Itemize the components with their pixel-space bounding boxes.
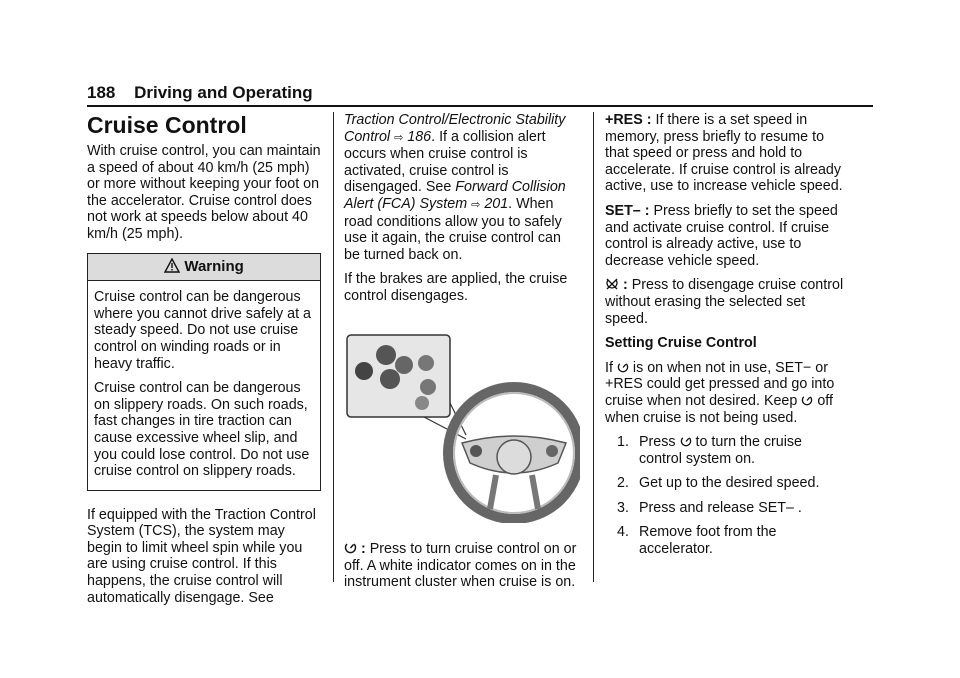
header-rule	[87, 105, 873, 107]
warning-paragraph-1: Cruise control can be dangerous where you cannot drive safely at a steady speed. Do not use cruise control on winding roads or in heavy traffic.	[94, 289, 311, 372]
cruise-cancel-icon	[605, 277, 619, 291]
set-text: Press briefly to set the speed and activate cruise control. If cruise control is already active, use to decrease vehicle speed.	[605, 202, 838, 269]
cruise-onoff-icon	[680, 435, 692, 448]
list-item	[605, 434, 845, 467]
page-ref-arrow-icon: ⇨	[471, 198, 481, 211]
warning-triangle-icon	[164, 258, 180, 273]
setting-text-b: is on when not in use, SET− or +RES could get pressed and go into cruise when not desired. Keep	[605, 359, 835, 409]
step-body: Get up to the desired speed.	[639, 475, 820, 492]
step-number: 1.	[617, 434, 629, 451]
step-pre: Press	[639, 434, 676, 451]
set-paragraph	[605, 203, 845, 269]
reference-link-fca[interactable]: Forward Collision Alert (FCA) System	[344, 179, 566, 212]
column-divider-2	[593, 112, 594, 582]
reference-link-tcs[interactable]: Traction Control/Electronic Stability Control	[344, 112, 566, 145]
road-conditions-text: . When road conditions allow you to safely use it again, the cruise control can be turned back on.	[344, 195, 562, 263]
cruise-onoff-icon	[801, 394, 813, 407]
warning-paragraph-2: Cruise control can be dangerous on slippery roads. On such roads, fast changes in tire traction can cause excessive wheel slip, and you could lose control. Do not use cruise control on slippery roads.	[94, 380, 310, 480]
cancel-paragraph	[605, 277, 845, 327]
cancel-label: :	[622, 277, 628, 294]
res-label: +RES :	[605, 112, 652, 128]
setting-text-c: off when cruise is not being used.	[605, 392, 833, 426]
set-label: SET– :	[605, 202, 650, 219]
onoff-text: Press to turn cruise control on or off. A white indicator comes on in the instrument cluster when cruise is on.	[344, 541, 577, 591]
cruise-onoff-icon	[344, 541, 357, 555]
cancel-text: Press to disengage cruise control without erasing the selected set speed.	[605, 277, 844, 327]
step-number: 4.	[617, 524, 629, 541]
column-2	[344, 112, 580, 599]
step-body: Remove foot from the accelerator.	[639, 524, 777, 558]
list-item	[605, 500, 845, 517]
page-number: 188	[87, 83, 116, 102]
setting-paragraph	[605, 360, 845, 426]
setting-steps-list	[605, 434, 845, 558]
collision-text: . If a collision alert occurs when cruise control is activated, cruise control is disengaged. See	[344, 128, 546, 196]
warning-box	[87, 253, 321, 491]
column-divider-1	[333, 112, 334, 582]
column-1	[87, 112, 323, 614]
page-title: Cruise Control	[87, 112, 247, 138]
warning-header	[88, 254, 320, 282]
step-body: Press and release SET– .	[639, 499, 802, 516]
warning-body	[88, 281, 320, 490]
step-number: 2.	[617, 475, 629, 492]
reference-page-tcs[interactable]: 186	[407, 128, 432, 145]
setting-text-a: If	[605, 359, 613, 376]
page-ref-arrow-icon: ⇨	[394, 131, 404, 144]
list-item	[605, 475, 845, 492]
step-body: to turn the cruise control system on.	[639, 434, 803, 467]
step-text	[639, 434, 845, 467]
tcs-paragraph: If equipped with the Traction Control System (TCS), the system may begin to limit wheel spin while you are using cruise control. If this happens, the cruise control will automatically disengage. See	[87, 506, 316, 606]
intro-paragraph: With cruise control, you can maintain a speed of about 40 km/h (25 mph) or more without keeping your foot on the accelerator. Cruise control does not work at speeds below about 40 km/h (25 mph).	[87, 143, 321, 242]
brakes-paragraph: If the brakes are applied, the cruise control disengages.	[344, 271, 568, 304]
references-paragraph	[344, 112, 580, 263]
step-number: 3.	[617, 499, 629, 516]
onoff-label: :	[360, 541, 366, 558]
reference-page-fca[interactable]: 201	[484, 195, 509, 212]
res-text: If there is a set speed in memory, press briefly to resume to that speed or press and hold to accelerate. If cruise control is already active, use to increase vehicle speed.	[605, 112, 843, 195]
onoff-paragraph	[344, 541, 580, 591]
page-header	[87, 83, 313, 103]
cruise-onoff-icon	[617, 361, 629, 374]
warning-title: Warning	[184, 257, 244, 275]
setting-heading: Setting Cruise Control	[605, 335, 757, 352]
res-paragraph	[605, 112, 845, 195]
list-item	[605, 524, 845, 557]
steering-wheel-controls-illustration	[344, 333, 580, 523]
section-title: Driving and Operating	[134, 83, 313, 102]
column-3	[605, 112, 845, 566]
